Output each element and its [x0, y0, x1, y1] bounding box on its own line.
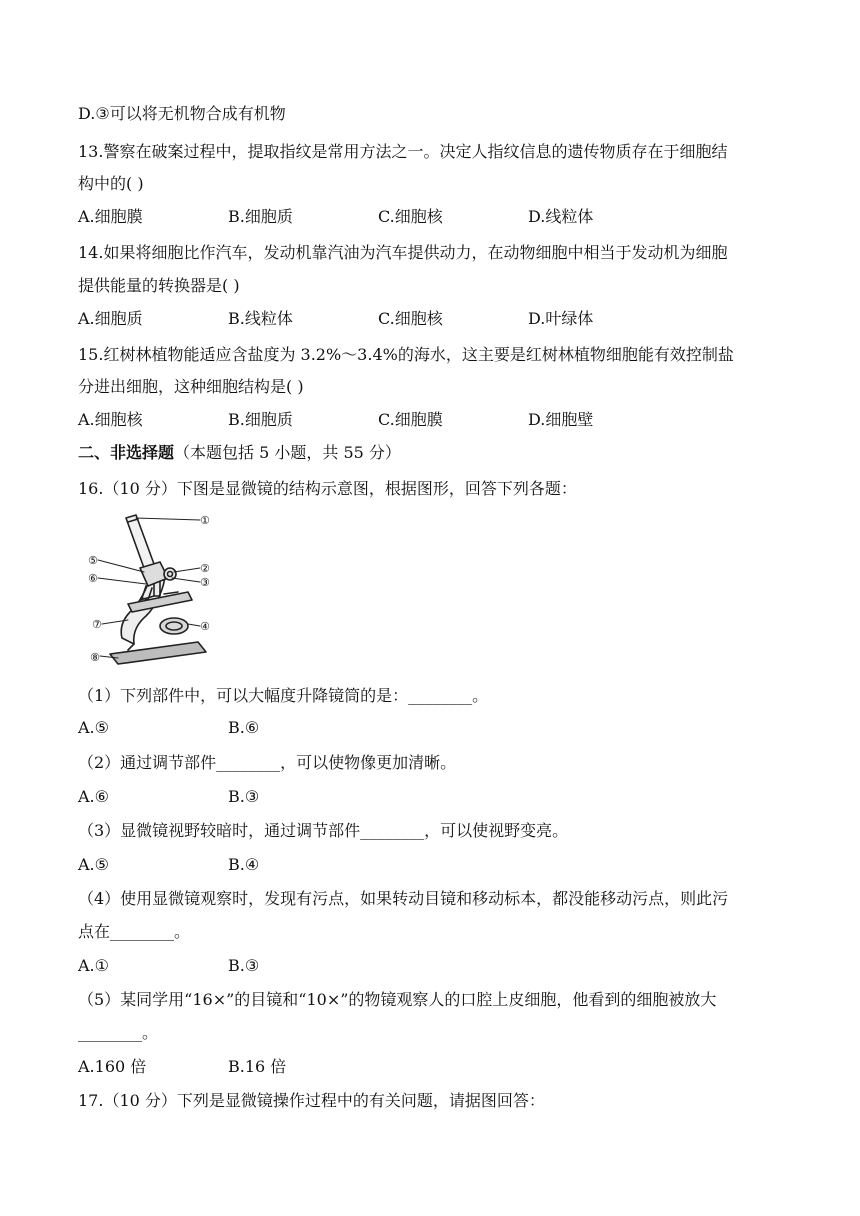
q15-option-c: C.细胞膜: [378, 410, 443, 429]
q14-option-a: A.细胞质: [78, 309, 143, 328]
q16-sub1: （1）下列部件中，可以大幅度升降镜筒的是：________。: [78, 686, 489, 705]
section-heading-note: （本题包括 5 小题，共 55 分）: [174, 443, 401, 462]
q15-text-line1: 15.红树林植物能适应含盐度为 3.2%～3.4%的海水，这主要是红树林植物细胞能有效控制盐: [78, 345, 734, 364]
q16-sub1-option-b: B.⑥: [228, 718, 260, 737]
q16-sub3-option-b: B.④: [228, 855, 260, 874]
q14-option-c: C.细胞核: [378, 309, 443, 328]
q13-text-line1: 13.警察在破案过程中，提取指纹是常用方法之一。决定人指纹信息的遗传物质存在于细胞结: [78, 142, 728, 161]
q13-option-b: B.细胞质: [228, 207, 293, 226]
figure-label-5: ⑤: [88, 554, 98, 567]
q13-option-a: A.细胞膜: [78, 207, 143, 226]
q13-option-c: C.细胞核: [378, 207, 443, 226]
figure-label-6: ⑥: [88, 572, 98, 585]
q15-option-d: D.细胞壁: [528, 410, 594, 429]
q13-option-d: D.线粒体: [528, 207, 594, 226]
q16-sub4-line1: （4）使用显微镜观察时，发现有污点，如果转动目镜和移动标本，都没能移动污点，则此污: [78, 889, 729, 908]
q14-option-b: B.线粒体: [228, 309, 293, 328]
q16-sub4-option-b: B.③: [228, 956, 260, 975]
q16-sub2-option-a: A.⑥: [78, 787, 109, 806]
q13-text-line2: 构中的( ): [78, 174, 144, 193]
q16-sub3-option-a: A.⑤: [78, 855, 109, 874]
figure-label-8: ⑧: [90, 651, 100, 664]
q16-sub4-option-a: A.①: [78, 956, 109, 975]
q12-option-d: D.③可以将无机物合成有机物: [78, 104, 286, 123]
q14-text-line1: 14.如果将细胞比作汽车，发动机靠汽油为汽车提供动力，在动物细胞中相当于发动机为细胞: [78, 243, 728, 262]
q15-option-b: B.细胞质: [228, 410, 293, 429]
figure-label-4: ④: [200, 620, 210, 633]
q16-sub5-line2: ________。: [78, 1023, 159, 1042]
q16-sub1-option-a: A.⑤: [78, 718, 109, 737]
q16-sub2-option-b: B.③: [228, 787, 260, 806]
figure-label-7: ⑦: [92, 618, 102, 631]
q14-option-d: D.叶绿体: [528, 309, 594, 328]
figure-label-1: ①: [200, 514, 210, 527]
q16-sub2: （2）通过调节部件________，可以使物像更加清晰。: [78, 753, 457, 772]
q16-prompt: 16.（10 分）下图是显微镜的结构示意图，根据图形，回答下列各题：: [78, 479, 577, 498]
section-heading: [78, 443, 401, 463]
q16-sub5-option-a: A.160 倍: [78, 1057, 147, 1076]
q17-prompt: 17.（10 分）下列是显微镜操作过程中的有关问题，请据图回答：: [78, 1091, 545, 1110]
microscope-diagram: [88, 512, 218, 666]
q16-sub5-option-b: B.16 倍: [228, 1057, 287, 1076]
q15-text-line2: 分进出细胞，这种细胞结构是( ): [78, 377, 304, 396]
section-heading-title: 二、非选择题: [78, 443, 175, 462]
figure-label-2: ②: [200, 562, 210, 575]
q15-option-a: A.细胞核: [78, 410, 143, 429]
figure-label-3: ③: [200, 576, 210, 589]
q16-sub4-line2: 点在________。: [78, 922, 191, 941]
q16-sub5-line1: （5）某同学用“16×”的目镜和“10×”的物镜观察人的口腔上皮细胞，他看到的细胞被放大: [78, 990, 717, 1009]
q16-sub3: （3）显微镜视野较暗时，通过调节部件________，可以使视野变亮。: [78, 821, 569, 840]
q14-text-line2: 提供能量的转换器是( ): [78, 276, 240, 295]
